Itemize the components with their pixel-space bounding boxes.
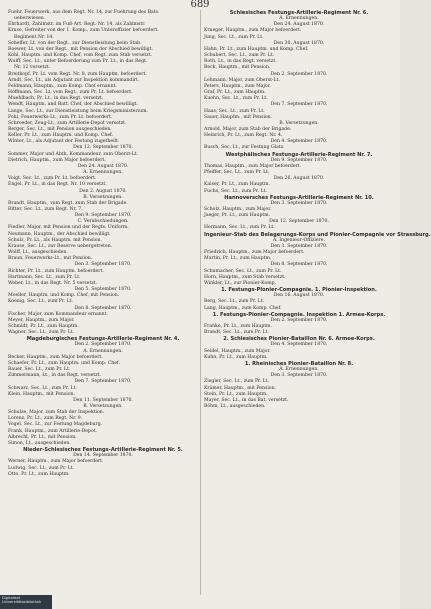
- date-line: Den 8. September 1870.: [270, 262, 328, 268]
- text-line: Busch, Sec. Lt., zur Festung Glatz.: [204, 145, 285, 151]
- text-line: Schulze, Major, zum Stab der Inspektion.: [8, 410, 105, 416]
- text-line: Winkler, Lt., zur Pionier-Komp.: [204, 280, 277, 286]
- text-line: Martin, Pr. Lt., zum Hauptm.: [204, 256, 272, 262]
- text-line: Ziegler, Sec. Lt., zum Pr. Lt.: [204, 379, 270, 385]
- text-line: Sauer, Hauptm., mit Pension.: [204, 114, 273, 120]
- date-line: A. Ernennungen.: [83, 170, 123, 176]
- text-line: Schubert, Sec. Lt., zum Pr. Lt.: [204, 53, 275, 59]
- column-divider: [200, 10, 201, 595]
- text-line: Lange, Sec. Lt., zur Dienstleistung beim Kriegsministerium.: [8, 108, 148, 114]
- text-line: Böhm, Lt., ausgeschieden.: [204, 404, 266, 409]
- text-line: Voigt, Sec. Lt., zum Pr. Lt. befoerdert.: [8, 176, 97, 182]
- text-line: Fuchs, Sec. Lt., zum Pr. Lt.: [204, 188, 267, 194]
- text-line: Krause, Sec. Lt., zur Reserve uebergetreten.: [8, 243, 113, 249]
- text-line: Krueger, Hauptm., zum Major befoerdert.: [204, 28, 302, 34]
- text-line: Engel, Pr. Lt., in das Regt. Nr. 10 versetzt.: [8, 182, 107, 188]
- text-line: Nr. 12 versetzt.: [14, 65, 51, 71]
- text-line: Pohl, Feuerwerks-Lt., zum Pr. Lt. befoerdert.: [8, 114, 113, 120]
- text-line: Lang, Hauptm., zum Komp. Chef.: [204, 305, 282, 311]
- date-line: Den 30. August 1870.: [273, 40, 325, 46]
- date-line: Den 24. August 1870.: [273, 22, 325, 28]
- text-line: Scheffer, Lt. von der Regt., zur Dienstleistung beim Stab.: [8, 40, 142, 46]
- date-line: Den 9. September 1870.: [74, 213, 132, 219]
- text-line: Graf, Pr. Lt., zum Hauptm.: [204, 90, 266, 96]
- date-line: Den 3. September 1870.: [270, 243, 328, 249]
- text-line: Horn, Hauptm., zum Stab versetzt.: [204, 274, 286, 280]
- date-line: C. Verabschiedungen.: [77, 219, 129, 225]
- text-line: Franke, Pr. Lt., zum Hauptm.: [204, 323, 272, 329]
- section-heading: 1. Rheinisches Pionier-Bataillon Nr. 8.: [244, 360, 354, 367]
- text-line: Schumacher, Sec. Lt., zum Pr. Lt.: [204, 268, 282, 274]
- date-line: Den 2. September 1870.: [270, 317, 328, 323]
- text-line: Brandt, Hauptm., vom Regt. zum Stab der Brigade.: [8, 200, 128, 206]
- text-line: Weber, Lt., in das Regt. Nr. 5 versetzt.: [8, 280, 98, 286]
- date-line: A. Ingenieur-Offiziere.: [272, 237, 325, 243]
- section-heading: Ingenieur-Stab des Belagerungs-Korps und Pionier-Compagnie vor Strassburg.: [204, 231, 431, 238]
- text-line: Arndt, Sec. Lt., als Adjutant zur Inspektion kommandirt.: [8, 77, 140, 83]
- text-line: Schaefer, Pr. Lt., zum Hauptm. und Komp. Chef.: [8, 360, 120, 366]
- text-line: Vogel, Sec. Lt., zur Festung Magdeburg.: [8, 422, 103, 428]
- date-line: B. Versetzungen.: [83, 194, 123, 200]
- text-line: Feldmann, Hauptm., zum Komp. Chef ernannt.: [8, 83, 117, 89]
- text-line: Roth, Lt., in das Regt. versetzt.: [204, 59, 277, 65]
- text-line: Wolff, Lt., ausgeschieden.: [8, 250, 68, 256]
- date-line: Den 12. September 1870.: [73, 145, 133, 151]
- text-line: Thomas, Hauptm., zum Major befoerdert.: [204, 163, 302, 169]
- text-line: Hahn, Pr. Lt., zum Hauptm. und Komp. Chef.: [204, 46, 309, 52]
- text-line: Braun, Feuerwerks-Lt., mit Pension.: [8, 256, 93, 262]
- text-line: Heinrich, Pr. Lt., zum Regt. Nr. 4.: [204, 133, 283, 139]
- text-line: Koenig, Sec. Lt., zum Pr. Lt.: [8, 299, 73, 305]
- text-line: Wulff, Sec. Lt., unter Befoerderung zum Pr. Lt., in das Regt.: [8, 59, 148, 65]
- stamp-line: Universitätsbibliothek: [2, 600, 42, 605]
- section-heading: 2. Schlesisches Pionier-Bataillon Nr. 6. Armee-Korps.: [223, 336, 375, 343]
- date-line: Den 4. September 1870.: [270, 342, 328, 348]
- text-line: Ehrhardt, Zahlmstr. im Fuß-Art. Regt. Nr. 14, als Zahlmstr.: [8, 22, 146, 28]
- right-column: [204, 10, 431, 595]
- date-line: A. Ernennungen.: [83, 348, 123, 354]
- date-line: Den 3. September 1870.: [270, 373, 328, 379]
- text-line: Frank, Hauptm., zum Artillerie-Depot.: [8, 428, 98, 434]
- text-line: Regiment Nr. 14.: [14, 34, 54, 40]
- text-line: Meyer, Hauptm., zum Major.: [8, 317, 75, 323]
- text-line: Keller, Pr. Lt., zum Hauptm. und Komp. Chef.: [8, 133, 114, 139]
- date-line: Den 26. August 1870.: [273, 176, 325, 182]
- text-line: Fischer, Major, zum Kommandeur ernannt.: [8, 311, 108, 317]
- section-heading: Westphälisches Festungs-Artillerie-Regiment Nr. 7.: [225, 151, 373, 158]
- date-line: Den 2. September 1870.: [74, 342, 132, 348]
- text-line: Jung, Sec. Lt., zum Pr. Lt.: [204, 34, 264, 40]
- stamp-line: Digitalisat: [2, 596, 21, 600]
- text-line: Fiedler, Major, mit Pension und der Regts. Uniform.: [8, 225, 129, 231]
- text-line: ueberwiesen.: [14, 16, 46, 22]
- library-stamp: [0, 595, 52, 609]
- date-line: Den 2. September 1870.: [270, 71, 328, 77]
- text-line: Dietrich, Hauptm., zum Major befoerdert.: [8, 157, 106, 163]
- text-line: Moeller, Hauptm. und Komp. Chef, mit Pension.: [8, 293, 120, 299]
- date-line: A. Ernennungen.: [279, 367, 319, 373]
- text-line: Roewer, Lt. von der Regt., mit Pension der Abschied bewilligt.: [8, 46, 153, 52]
- text-line: Kruse, Gefreiter von der 1. Komp., zum Unteroffizier befoerdert.: [8, 28, 159, 34]
- text-line: Lehmann, Major, zum Oberst-Lt.: [204, 77, 280, 83]
- text-line: Lorenz, Pr. Lt., zum Regt. Nr. 9.: [8, 416, 83, 422]
- date-line: Den 11. September 1870.: [73, 397, 133, 403]
- text-line: Mayer, Sec. Lt., in das Bat. versetzt.: [204, 397, 289, 403]
- text-line: Schwarz, Sec. Lt., zum Pr. Lt.: [8, 385, 77, 391]
- date-line: Den 3. September 1870.: [74, 262, 132, 268]
- page-number: 689: [190, 0, 210, 10]
- date-line: Den 16. August 1870.: [273, 293, 325, 299]
- date-line: Den 12. September 1870.: [269, 219, 329, 225]
- text-line: Schroeder, Zeug-Lt., zum Artillerie-Depot versetzt.: [8, 120, 127, 126]
- text-line: Peters, Hauptm., zum Major.: [204, 83, 271, 89]
- text-line: Jaeger, Pr. Lt., zum Hauptm.: [204, 213, 271, 219]
- text-line: Ritter, Sec. Lt., zum Regt. Nr. 7.: [8, 207, 83, 212]
- text-line: Schulz, Pr. Lt., als Hauptm. mit Pension.: [8, 237, 102, 243]
- text-line: Seidel, Hauptm., zum Major.: [204, 348, 271, 354]
- text-line: Neumann, Hauptm., der Abschied bewilligt.: [8, 231, 111, 237]
- text-line: Hermann, Sec. Lt., zum Pr. Lt.: [204, 225, 275, 231]
- text-line: Wendt, Hauptm. und Batt. Chef, der Abschied bewilligt.: [8, 102, 138, 108]
- date-line: Den 2. August 1870.: [79, 188, 127, 194]
- section-heading: 1. Festungs-Pionier-Compagnie. 1. Pionier-Inspektion.: [221, 287, 377, 294]
- text-line: Pfeiffer, Sec. Lt., zum Pr. Lt.: [204, 170, 270, 176]
- text-line: Simon, Lt., ausgeschieden.: [8, 440, 71, 446]
- text-line: Becker, Hauptm., zum Major befoerdert.: [8, 354, 103, 360]
- date-line: Den 5. September 1870.: [74, 287, 132, 293]
- date-line: Den 9. September 1870.: [270, 157, 328, 163]
- text-line: Winter, Lt., als Adjutant der Festung zugetheilt.: [8, 139, 120, 145]
- text-line: Albrecht, Pr. Lt., mit Pension.: [8, 434, 77, 440]
- text-line: Wagner, Sec. Lt., zum Pr. Lt.: [8, 330, 75, 336]
- date-line: Den 7. September 1870.: [270, 102, 328, 108]
- date-line: Den 7. September 1870.: [74, 379, 132, 385]
- text-line: Berger, Sec. Lt., mit Pension ausgeschieden.: [8, 126, 112, 132]
- text-line: Fuehr, Feuerwerk, aus dem Regt. Nr. 14, zur Fuehrung des Bats.: [8, 10, 160, 15]
- section-heading: Schlesisches Festungs-Artillerie-Regiment Nr. 6.: [229, 10, 369, 16]
- left-column: [8, 10, 198, 595]
- text-line: Arnold, Major, zum Stab der Brigade.: [204, 126, 292, 132]
- text-line: Sommer, Major und Abth. Kommandeur, zum Oberst-Lt.: [8, 151, 139, 157]
- text-line: Schmidt, Pr. Lt., zum Hauptm.: [8, 323, 79, 329]
- text-line: Klein, Hauptm., mit Pension.: [8, 391, 75, 397]
- section-heading: 1. Festungs-Pionier-Compagnie. Inspektion 1. Armee-Korps.: [212, 311, 386, 318]
- text-line: Zimmermann, Lt., in das Regt. versetzt.: [8, 373, 101, 379]
- section-heading: Nieder-Schlesisches Festungs-Artillerie-Regiment Nr. 5.: [23, 447, 183, 454]
- text-line: Bauer, Sec. Lt., zum Pr. Lt.: [8, 367, 71, 373]
- date-line: Den 24. August 1870.: [77, 163, 129, 169]
- text-line: Krämer, Hauptm., mit Pension.: [204, 385, 276, 391]
- date-line: Den 8. September 1870.: [74, 305, 132, 311]
- section-heading: Hannoversches Festungs-Artillerie-Regiment Nr. 10.: [224, 194, 374, 201]
- text-line: Richter, Pr. Lt., zum Hauptm. befoerdert.: [8, 268, 104, 274]
- text-line: Kohl, Hauptm. und Komp. Chef, vom Regt. zum Stab versetzt.: [8, 53, 152, 59]
- text-line: Haas, Sec. Lt., zum Pr. Lt.: [204, 108, 265, 114]
- text-line: Beck, Hauptm., mit Pension.: [204, 65, 271, 71]
- text-line: Hartmann, Sec. Lt., zum Pr. Lt.: [8, 274, 81, 280]
- text-line: Stein, Pr. Lt., zum Hauptm.: [204, 391, 268, 397]
- date-line: Den 14. September 1870.: [73, 453, 133, 459]
- text-line: Werner, Hauptm., zum Major befoerdert.: [8, 459, 104, 465]
- text-line: Breitkopf, Pr. Lt. vom Regt. Nr. 8, zum Hauptm. befoerdert.: [8, 71, 147, 77]
- text-line: Hoffmann, Sec. Lt. vom Regt., zum Pr. Lt. befoerdert.: [8, 90, 133, 96]
- text-line: Brandt, Sec. Lt., zum Pr. Lt.: [204, 330, 269, 336]
- date-line: Den 3. September 1870.: [270, 200, 328, 206]
- date-line: B. Versetzungen.: [83, 404, 123, 409]
- text-line: Friedrich, Hauptm., zum Major befoerdert.: [204, 250, 305, 256]
- text-line: Kuhn, Pr. Lt., zum Hauptm.: [204, 354, 268, 360]
- text-line: Kuehn, Sec. Lt., zum Pr. Lt.: [204, 96, 268, 102]
- section-heading: Magdeburgisches Festungs-Artillerie-Regiment Nr. 4.: [26, 336, 180, 343]
- date-line: B. Versetzungen.: [279, 120, 319, 126]
- date-line: Den 4. September 1870.: [270, 139, 328, 145]
- text-line: Kaiser, Pr. Lt., zum Hauptm.: [204, 182, 270, 188]
- text-line: Scholz, Hauptm., zum Major.: [204, 207, 272, 212]
- date-line: A. Ernennungen.: [279, 16, 319, 22]
- text-line: Otto, Pr. Lt., zum Hauptm.: [8, 471, 70, 477]
- text-line: Ludwig, Sec. Lt., zum Pr. Lt.: [8, 465, 75, 471]
- text-line: Muehlbach, Pr. Lt., in das Regt. versetzt.: [8, 96, 104, 102]
- text-line: Berg, Sec. Lt., zum Pr. Lt.: [204, 299, 265, 305]
